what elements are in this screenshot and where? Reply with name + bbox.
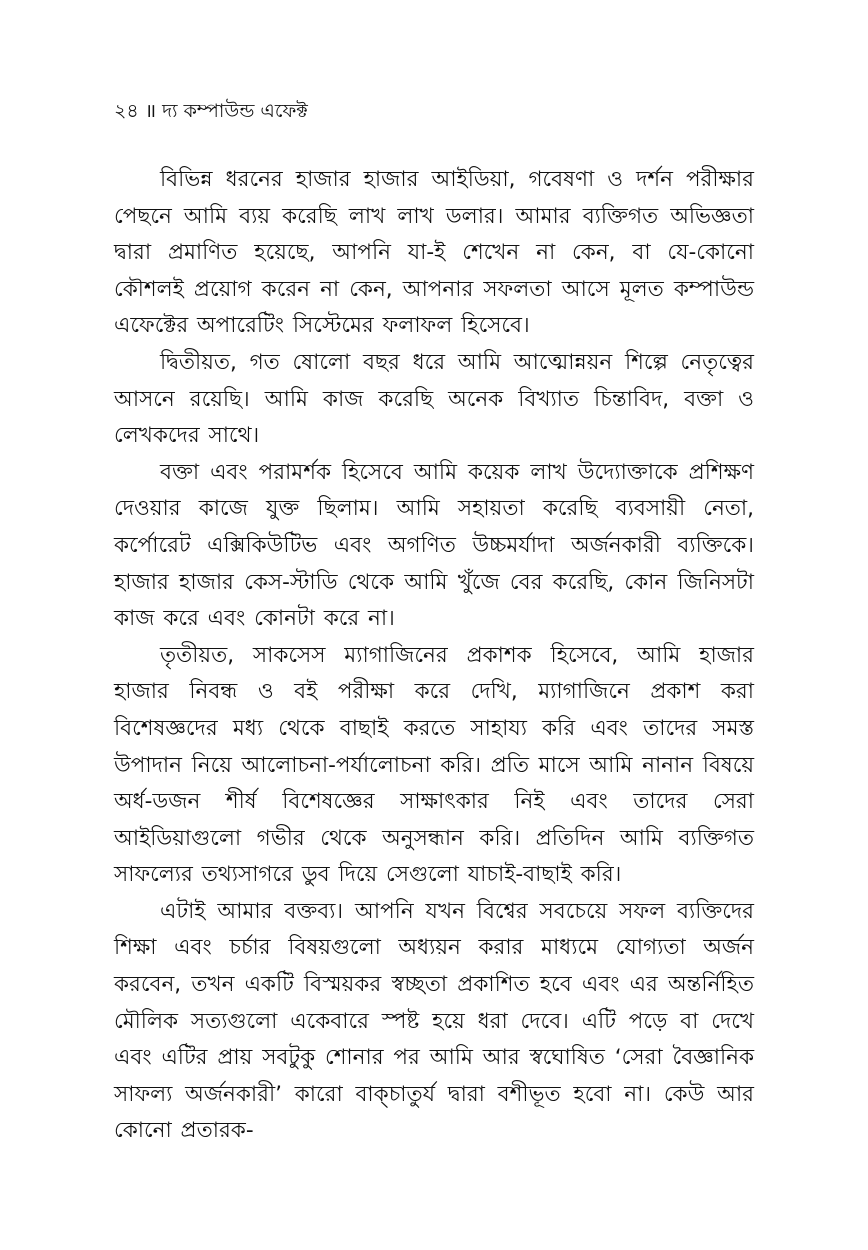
- header-separator: ॥: [144, 100, 157, 122]
- book-title: দ্য কম্পাউন্ড এফেক্ট: [162, 100, 308, 122]
- paragraph-1: বিভিন্ন ধরনের হাজার হাজার আইডিয়া, গবেষণা ও দর্শন পরীক্ষার পেছনে আমি ব্যয় করেছি লাখ লাখ ডলার। আমার ব্যক্তিগত অভিজ্ঞতা দ্বারা প্রমাণিত হয়েছে, আপনি যা-ই শেখেন না কেন, বা যে-কোনো কৌশলই প্রয়োগ করেন না কেন, আপনার সফলতা আসে মূলত কম্পাউন্ড এফেক্টের অপারেটিং সিস্টেমের ফলাফল হিসেবে।: [114, 167, 754, 339]
- running-header: [114, 96, 754, 126]
- page-number: ২৪: [114, 100, 139, 122]
- book-page: [114, 96, 754, 1150]
- paragraph-5: এটাই আমার বক্তব্য। আপনি যখন বিশ্বের সবচেয়ে সফল ব্যক্তিদের শিক্ষা এবং চর্চার বিষয়গুলো অধ্যয়ন করার মাধ্যমে যোগ্যতা অর্জন করবেন, তখন একটি বিস্ময়কর স্বচ্ছতা প্রকাশিত হবে এবং এর অন্তর্নিহিত মৌলিক সত্যগুলো একেবারে স্পষ্ট হয়ে ধরা দেবে। এটি পড়ে বা দেখে এবং এটির প্রায় সবটুকু শোনার পর আমি আর স্বঘোষিত ‘সেরা বৈজ্ঞানিক সাফল্য অর্জনকারী’ কারো বাক্চাতুর্য দ্বারা বশীভূত হবো না। কেউ আর কোনো প্রতারক-: [114, 898, 754, 1144]
- paragraph-4: তৃতীয়ত, সাকসেস ম্যাগাজিনের প্রকাশক হিসেবে, আমি হাজার হাজার নিবন্ধ ও বই পরীক্ষা করে দেখি, ম্যাগাজিনে প্রকাশ করা বিশেষজ্ঞদের মধ্য থেকে বাছাই করতে সাহায্য করি এবং তাদের সমস্ত উপাদান নিয়ে আলোচনা-পর্যালোচনা করি। প্রতি মাসে আমি নানান বিষয়ে অর্ধ-ডজন শীর্ষ বিশেষজ্ঞের সাক্ষাৎকার নিই এবং তাদের সেরা আইডিয়াগুলো গভীর থেকে অনুসন্ধান করি। প্রতিদিন আমি ব্যক্তিগত সাফল্যের তথ্যসাগরে ডুব দিয়ে সেগুলো যাচাই-বাছাই করি।: [114, 642, 754, 888]
- paragraph-3: বক্তা এবং পরামর্শক হিসেবে আমি কয়েক লাখ উদ্যোক্তাকে প্রশিক্ষণ দেওয়ার কাজে যুক্ত ছিলাম। আমি সহায়তা করেছি ব্যবসায়ী নেতা, কর্পোরেট এক্সিকিউটিভ এবং অগণিত উচ্চমর্যাদা অর্জনকারী ব্যক্তিকে। হাজার হাজার কেস-স্টাডি থেকে আমি খুঁজে বের করেছি, কোন জিনিসটা কাজ করে এবং কোনটা করে না।: [114, 459, 754, 632]
- paragraph-2: দ্বিতীয়ত, গত ষোলো বছর ধরে আমি আত্মোন্নয়ন শিল্পে নেতৃত্বের আসনে রয়েছি। আমি কাজ করেছি অনেক বিখ্যাত চিন্তাবিদ, বক্তা ও লেখকদের সাথে।: [114, 349, 754, 449]
